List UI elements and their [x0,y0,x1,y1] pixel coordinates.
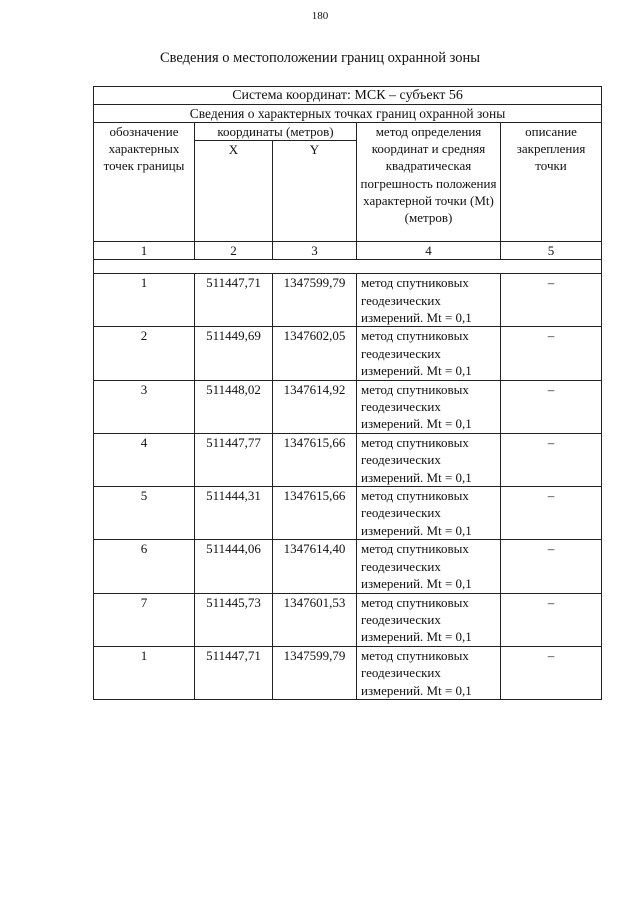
x-coordinate-cell: 511447,71 [195,274,273,327]
table-row [94,327,602,380]
x-coordinate-cell: 511444,06 [195,540,273,593]
point-cell: 1 [94,274,195,327]
header-y: Y [273,141,357,242]
column-number: 5 [501,242,602,260]
table-row [94,540,602,593]
y-coordinate-cell: 1347615,66 [273,487,357,540]
point-cell: 5 [94,487,195,540]
column-number: 1 [94,242,195,260]
table-row [94,646,602,699]
y-coordinate-cell: 1347615,66 [273,433,357,486]
fixing-cell: – [501,327,602,380]
column-numbers-row [94,242,602,260]
y-coordinate-cell: 1347614,40 [273,540,357,593]
blank-separator-row [94,260,602,274]
blank-cell [94,260,602,274]
header-row-1 [94,123,602,141]
point-cell: 7 [94,593,195,646]
method-cell: метод спутниковых геодезических измерений. Mt = 0,1 [357,274,501,327]
y-coordinate-cell: 1347614,92 [273,380,357,433]
fixing-cell: – [501,487,602,540]
method-cell: метод спутниковых геодезических измерений. Mt = 0,1 [357,380,501,433]
y-coordinate-cell: 1347601,53 [273,593,357,646]
y-coordinate-cell: 1347602,05 [273,327,357,380]
fixing-cell: – [501,540,602,593]
page-title: Сведения о местоположении границ охранной зоны [159,50,480,66]
table-subtitle-row [94,105,602,123]
x-coordinate-cell: 511444,31 [195,487,273,540]
point-cell: 2 [94,327,195,380]
table-row [94,433,602,486]
x-coordinate-cell: 511445,73 [195,593,273,646]
column-number: 4 [357,242,501,260]
method-cell: метод спутниковых геодезических измерений. Mt = 0,1 [357,593,501,646]
fixing-cell: – [501,433,602,486]
point-cell: 1 [94,646,195,699]
header-fixing: описание закрепления точки [501,123,602,242]
point-cell: 3 [94,380,195,433]
page-number: 180 [311,10,329,22]
header-point: обозначение характерных точек границы [94,123,195,242]
table-row [94,380,602,433]
header-coordinates: координаты (метров) [195,123,357,141]
table-row [94,487,602,540]
coordinate-system-row [94,87,602,105]
header-x: X [195,141,273,242]
x-coordinate-cell: 511448,02 [195,380,273,433]
point-cell: 6 [94,540,195,593]
fixing-cell: – [501,593,602,646]
method-cell: метод спутниковых геодезических измерений. Mt = 0,1 [357,433,501,486]
table-row [94,593,602,646]
fixing-cell: – [501,380,602,433]
column-number: 3 [273,242,357,260]
fixing-cell: – [501,646,602,699]
point-cell: 4 [94,433,195,486]
column-number: 2 [195,242,273,260]
x-coordinate-cell: 511449,69 [195,327,273,380]
y-coordinate-cell: 1347599,79 [273,274,357,327]
header-method: метод определения координат и средняя квадратическая погрешность положения характерной точки (Mt) (метров) [357,123,501,242]
x-coordinate-cell: 511447,71 [195,646,273,699]
method-cell: метод спутниковых геодезических измерений. Mt = 0,1 [357,540,501,593]
method-cell: метод спутниковых геодезических измерений. Mt = 0,1 [357,327,501,380]
method-cell: метод спутниковых геодезических измерений. Mt = 0,1 [357,487,501,540]
method-cell: метод спутниковых геодезических измерений. Mt = 0,1 [357,646,501,699]
y-coordinate-cell: 1347599,79 [273,646,357,699]
fixing-cell: – [501,274,602,327]
table-subtitle: Сведения о характерных точках границ охранной зоны [94,105,602,123]
x-coordinate-cell: 511447,77 [195,433,273,486]
boundary-points-table [93,86,602,700]
table-row [94,274,602,327]
coordinate-system-label: Система координат: МСК – субъект 56 [94,87,602,105]
